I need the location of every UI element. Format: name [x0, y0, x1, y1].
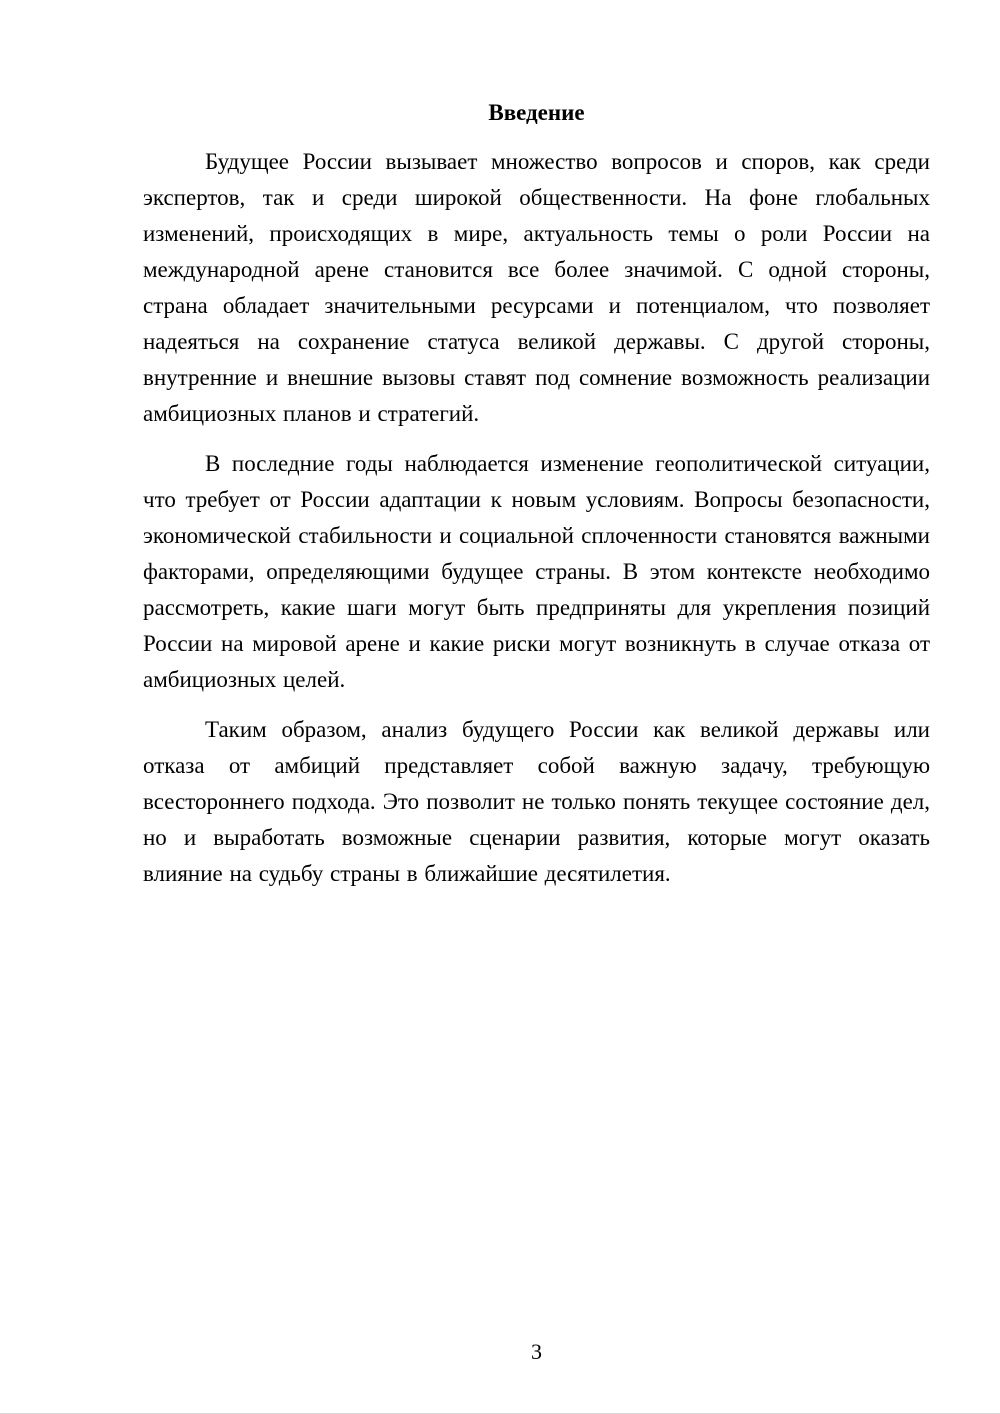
paragraph-3: Таким образом, анализ будущего России как великой державы или отказа от амбиций представляет собой важную задачу, требующую всестороннего подхода. Это позволит не только понять текущее состояние дел, но и выработать возможные сценарии развития, которые могут оказать влияние на судьбу страны в ближайшие десятилетия.: [143, 717, 930, 886]
paragraph-2: В последние годы наблюдается изменение геополитической ситуации, что требует от России адаптации к новым условиям. Вопросы безопасности, экономической стабильности и социальной сплоченности становятся важными факторами, определяющими будущее страны. В этом контексте необходимо рассмотреть, какие шаги могут быть предприняты для укрепления позиций России на мировой арене и какие риски могут возникнуть в случае отказа от амбициозных целей.: [143, 451, 930, 692]
document-title: Введение: [488, 100, 585, 125]
page-number: 3: [531, 1339, 542, 1364]
paragraph-1: Будущее России вызывает множество вопросов и споров, как среди экспертов, так и среди широкой общественности. На фоне глобальных изменений, происходящих в мире, актуальность темы о роли России на международной арене становится все более значимой. С одной стороны, страна обладает значительными ресурсами и потенциалом, что позволяет надеяться на сохранение статуса великой державы. С другой стороны, внутренние и внешние вызовы ставят под сомнение возможность реализации амбициозных планов и стратегий.: [143, 149, 930, 426]
